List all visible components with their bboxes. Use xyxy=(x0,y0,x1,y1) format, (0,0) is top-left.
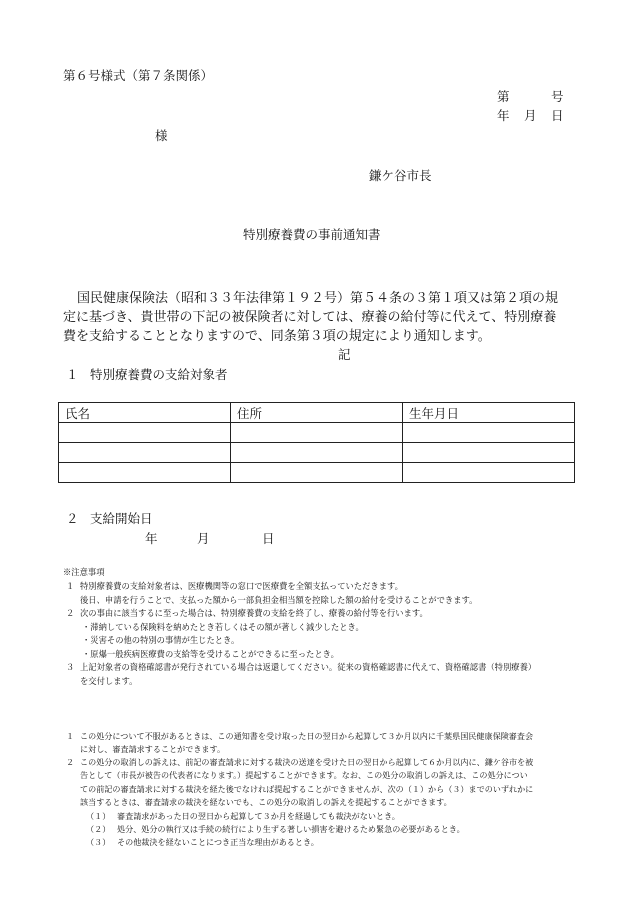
note-2-text xyxy=(80,607,428,661)
section2-label: 支給開始日 xyxy=(90,511,153,526)
appeal-line: 告として（市長が被告の代表者になります。）提起することができます。なお、この処分の取消しの訴えは、この処分につい xyxy=(80,770,528,781)
table-cell[interactable] xyxy=(231,423,403,443)
appeal-line: この処分について不服があるときは、この通知書を受け取った日の翌日から起算して３か月以内に千葉県国民健康保険審査会 xyxy=(80,731,534,741)
appeal-2-number: ２ xyxy=(66,757,75,767)
note-3-number: ３ xyxy=(66,662,75,672)
note-line: 特別療養費の支給対象者は、医療機関等の窓口で医療費を全額支払っていただきます。 xyxy=(80,581,403,591)
date-nen: 年 xyxy=(497,108,510,123)
table-cell[interactable] xyxy=(403,443,575,463)
date-hi: 日 xyxy=(551,108,564,123)
doc-no-go: 号 xyxy=(551,89,564,104)
table-row xyxy=(59,423,575,443)
appeal-line: この処分の取消しの訴えは、前記の審査請求に対する裁決の送達を受けた日の翌日から起算して６か月以内に、鎌ケ谷市を被 xyxy=(80,757,534,767)
header-address: 住所 xyxy=(231,403,403,423)
note-1-number: １ xyxy=(66,581,75,591)
note-line: 後日、申請を行うことで、支払った額から一部負担金相当額を控除した額の給付を受けることができます。 xyxy=(80,594,478,605)
appeal-item-3-text: その他裁決を経ないことにつき正当な理由があるとき。 xyxy=(117,837,319,847)
start-date-nen: 年 xyxy=(145,531,158,546)
section2-number: ２ xyxy=(66,511,79,526)
note-line: ・滞納している保険料を納めたとき若しくはその額が著しく減少したとき。 xyxy=(82,621,364,632)
form-id: 第６号様式（第７条関係） xyxy=(63,68,214,83)
appeal-2-text xyxy=(80,756,533,809)
body-line-1: 国民健康保険法（昭和３３年法律第１９２号）第５４条の３第１項又は第２項の規 xyxy=(77,291,559,306)
note-1-text xyxy=(80,580,477,607)
section1-number: １ xyxy=(66,367,79,382)
section1-label: 特別療養費の支給対象者 xyxy=(90,367,228,382)
header-name: 氏名 xyxy=(59,403,231,423)
body-line-3: 費を支給することとなりますので、同条第３項の規定により通知します。 xyxy=(63,329,491,344)
note-line: 次の事由に該当するに至った場合は、特別療養費の支給を終了し、療養の給付等を行います。 xyxy=(80,608,428,618)
start-date-tsuki: 月 xyxy=(197,531,210,546)
header-birthdate: 生年月日 xyxy=(403,403,575,423)
ki-label: 記 xyxy=(338,347,351,362)
note-3-text xyxy=(80,661,536,688)
appeal-1-number: １ xyxy=(66,731,75,741)
table-cell[interactable] xyxy=(231,463,403,483)
appeal-line: ての前記の審査請求に対する裁決を経た後でなければ提起することができませんが、次の（１）から（３）までのいずれかに xyxy=(80,783,534,794)
doc-no-dai: 第 xyxy=(497,89,510,104)
table-cell[interactable] xyxy=(59,463,231,483)
appeal-item-2-number: （２） xyxy=(86,824,111,834)
date-tsuki: 月 xyxy=(524,108,537,123)
appeal-item-1-text: 審査請求があった日の翌日から起算して３か月を経過しても裁決がないとき。 xyxy=(117,811,400,821)
appeal-item-3-number: （３） xyxy=(86,837,111,847)
table-header-row xyxy=(59,403,575,423)
table-cell[interactable] xyxy=(403,423,575,443)
appeal-line: 該当するときは、審査請求の裁決を経ないでも、この処分の取消しの訴えを提起することができます。 xyxy=(80,796,452,807)
table-cell[interactable] xyxy=(231,443,403,463)
notes-title: ※注意事項 xyxy=(63,567,105,577)
recipient-suffix: 様 xyxy=(155,128,168,143)
table-cell[interactable] xyxy=(403,463,575,483)
note-line: を交付します。 xyxy=(80,675,138,686)
document-title: 特別療養費の事前通知書 xyxy=(243,227,381,242)
appeal-1-text xyxy=(80,730,533,757)
beneficiary-table xyxy=(58,402,575,483)
table-row xyxy=(59,443,575,463)
body-line-2: 定に基づき、貴世帯の下記の被保険者に対しては、療養の給付等に代えて、特別療養 xyxy=(63,310,557,325)
table-cell[interactable] xyxy=(59,443,231,463)
appeal-item-1-number: （１） xyxy=(86,811,111,821)
note-line: ・災害その他の特別の事情が生じたとき。 xyxy=(82,635,240,645)
issuer: 鎌ケ谷市長 xyxy=(369,168,432,183)
appeal-item-2-text: 処分、処分の執行又は手続の続行により生ずる著しい損害を避けるため緊急の必要があるとき。 xyxy=(117,824,465,834)
note-line: ・原爆一般疾病医療費の支給等を受けることができるに至ったとき。 xyxy=(82,648,339,659)
note-line: 上記対象者の資格確認書が発行されている場合は返還してください。従来の資格確認書に代えて、資格確認書（特別療養） xyxy=(80,662,537,672)
table-cell[interactable] xyxy=(59,423,231,443)
appeal-line: に対し、審査請求することができます。 xyxy=(80,744,226,755)
table-row xyxy=(59,463,575,483)
note-2-number: ２ xyxy=(66,608,75,618)
start-date-hi: 日 xyxy=(262,531,275,546)
